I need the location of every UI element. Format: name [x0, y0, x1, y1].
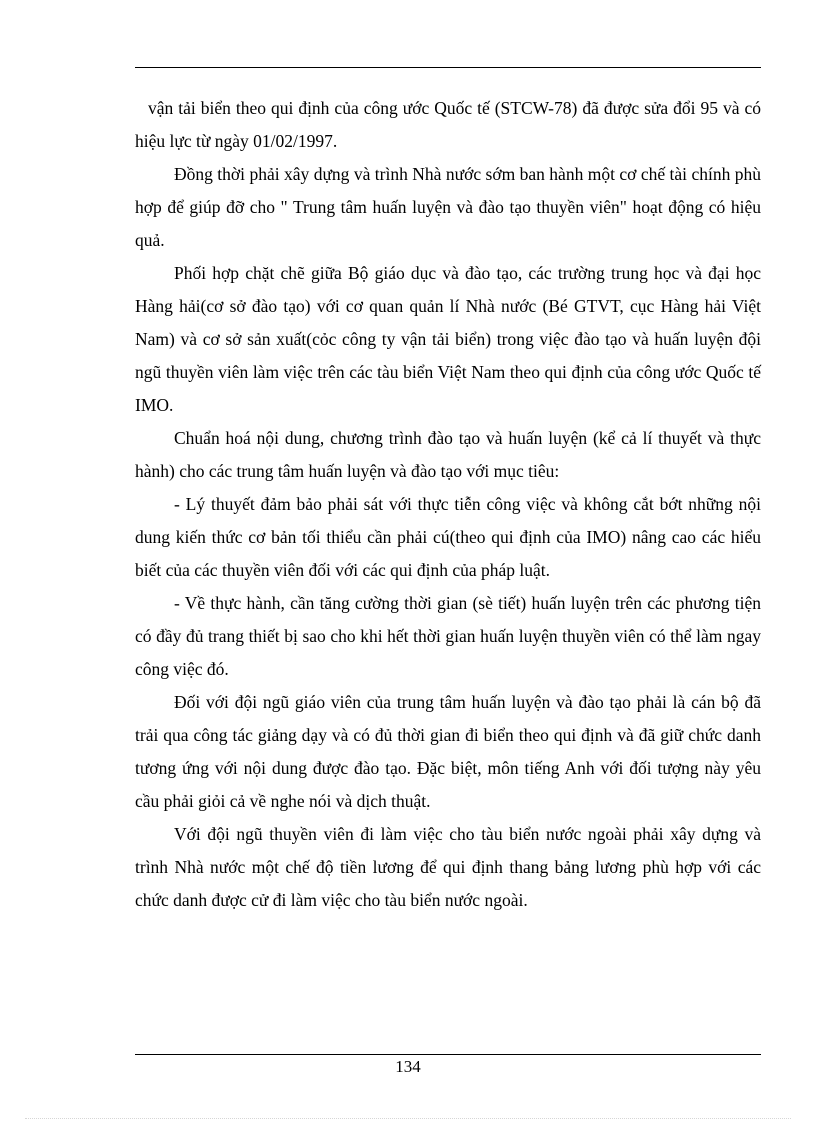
paragraph: Chuẩn hoá nội dung, chương trình đào tạo và huấn luyện (kể cả lí thuyết và thực hành) cho các trung tâm huấn luyện và đào tạo với mục tiêu: — [135, 428, 761, 481]
list-item-practice: - Về thực hành, cần tăng cường thời gian (sè tiết) huấn luyện trên các phương tiện có đầy đủ trang thiết bị sao cho khi hết thời gian huấn luyện thuyền viên có thể làm ngay công việc đó. — [135, 593, 761, 679]
footer-rule — [135, 1054, 761, 1055]
page-edge-divider — [25, 1118, 791, 1119]
paragraph: Phối hợp chặt chẽ giữa Bộ giáo dục và đào tạo, các trường trung học và đại học Hàng hải(cơ sở đào tạo) với cơ quan quản lí Nhà nước (Bé GTVT, cục Hàng hải Việt Nam) và cơ sở sản xuất(cỏc công ty vận tải biển) trong việc đào tạo và huấn luyện đội ngũ thuyền viên làm việc trên các tàu biển Việt Nam theo qui định của công ước Quốc tế IMO. — [135, 263, 761, 415]
page-number: 134 — [395, 1057, 421, 1076]
paragraph: Với đội ngũ thuyền viên đi làm việc cho tàu biển nước ngoài phải xây dựng và trình Nhà nước một chế độ tiền lương để qui định thang bảng lương phù hợp với các chức danh được cử đi làm việc cho tàu biển nước ngoài. — [135, 824, 761, 910]
paragraph: Đồng thời phải xây dựng và trình Nhà nước sớm ban hành một cơ chế tài chính phù hợp để giúp đỡ cho " Trung tâm huấn luyện và đào tạo thuyền viên" hoạt động có hiệu quả. — [135, 164, 761, 250]
paragraph: Đối với đội ngũ giáo viên của trung tâm huấn luyện và đào tạo phải là cán bộ đã trải qua công tác giảng dạy và có đủ thời gian đi biển theo qui định và đã giữ chức danh tương ứng với nội dung được đào tạo. Đặc biệt, môn tiếng Anh với đối tượng này yêu cầu phải giỏi cả về nghe nói và dịch thuật. — [135, 692, 761, 811]
page-body — [135, 92, 761, 917]
header-rule — [135, 67, 761, 68]
paragraph-continued: vận tải biển theo qui định của công ước Quốc tế (STCW-78) đã được sửa đổi 95 và có hiệu lực từ ngày 01/02/1997. — [135, 98, 761, 151]
list-item-theory: - Lý thuyết đảm bảo phải sát với thực tiễn công việc và không cắt bớt những nội dung kiến thức cơ bản tối thiểu cần phải cú(theo qui định của IMO) nâng cao các hiểu biết của các thuyền viên đối với các qui định của pháp luật. — [135, 494, 761, 580]
